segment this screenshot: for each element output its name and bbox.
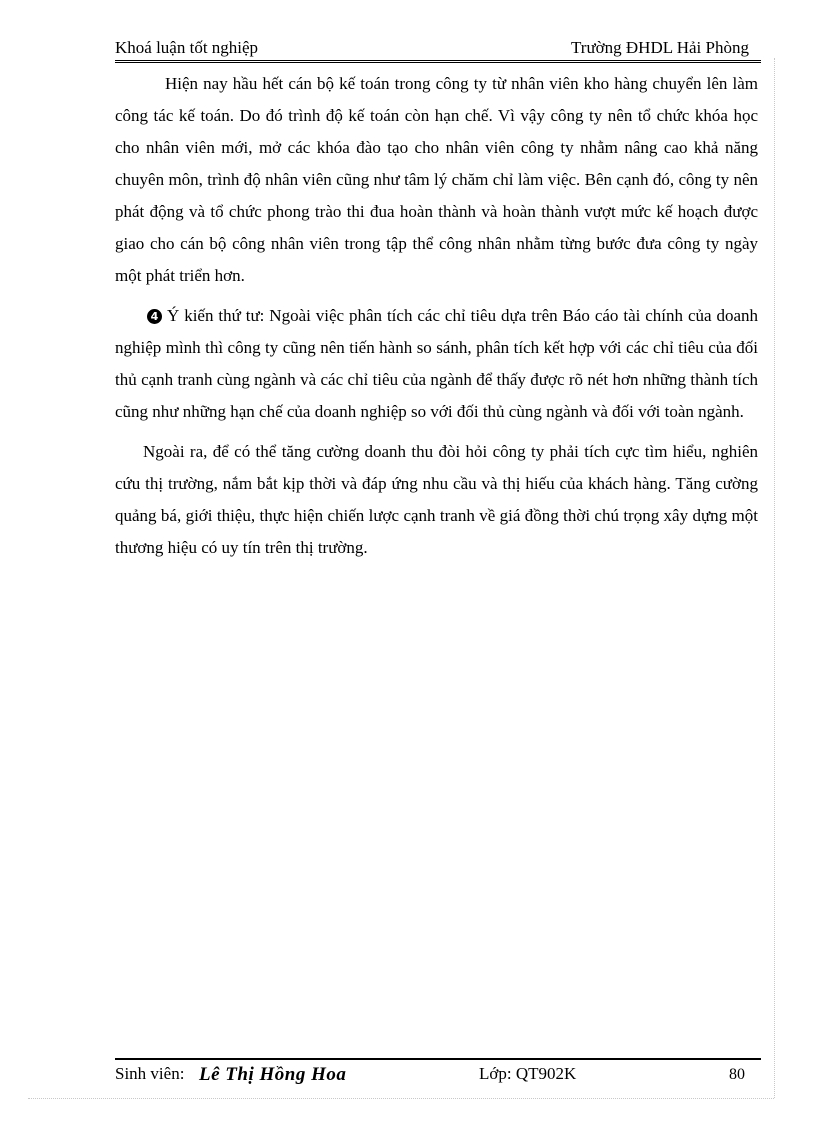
paragraph-1: Hiện nay hầu hết cán bộ kế toán trong công ty từ nhân viên kho hàng chuyển lên làm công tác kế toán. Do đó trình độ kế toán còn hạn chế. Vì vậy công ty nên tổ chức khóa học cho nhân viên mới, mở các khóa đào tạo cho nhân viên công ty nhằm nâng cao khả năng chuyên môn, trình độ nhân viên cũng như tâm lý chăm chỉ làm việc. Bên cạnh đó, công ty nên phát động và tổ chức phong trào thi đua hoàn thành và hoàn thành vượt mức kế hoạch được giao cho cán bộ công nhân viên trong tập thể công nhân nhằm từng bước đưa công ty ngày một phát triển hơn. [115,74,758,285]
paragraph-2 [115,300,758,428]
paragraph-2-text: Ý kiến thứ tư: Ngoài việc phân tích các chỉ tiêu dựa trên Báo cáo tài chính của doanh nghiệp mình thì công ty cũng nên tiến hành so sánh, phân tích kết hợp với các chỉ tiêu của đối thủ cạnh tranh cùng ngành và các chỉ tiêu của ngành để thấy được rõ nét hơn những thành tích cũng như những hạn chế của doanh nghiệp so với đối thủ cùng ngành và đối với toàn ngành. [115,306,758,421]
circled-number-four-icon: 4 [147,309,162,324]
header-university: Trường ĐHDL Hải Phòng [571,38,749,57]
footer-class-label: Lớp: QT902K [479,1064,577,1083]
header-thesis-title: Khoá luận tốt nghiệp [115,38,259,57]
page-header [115,36,761,62]
page-border-bottom [28,1098,774,1099]
page-border-right [774,58,775,1098]
footer-student-label: Sinh viên: [115,1064,185,1083]
header-divider [115,60,761,63]
page-number: 80 [729,1066,745,1083]
footer-student-name: Lê Thị Hồng Hoa [199,1064,347,1085]
page-footer [115,1062,761,1092]
footer-divider [115,1058,761,1060]
paragraph-3: Ngoài ra, để có thể tăng cường doanh thu đòi hỏi công ty phải tích cực tìm hiểu, nghiên cứu thị trường, nắm bắt kịp thời và đáp ứng nhu cầu và thị hiếu của khách hàng. Tăng cường quảng bá, giới thiệu, thực hiện chiến lược cạnh tranh về giá đồng thời chú trọng xây dựng một thương hiệu có uy tín trên thị trường. [115,442,758,557]
page-body [115,68,758,572]
